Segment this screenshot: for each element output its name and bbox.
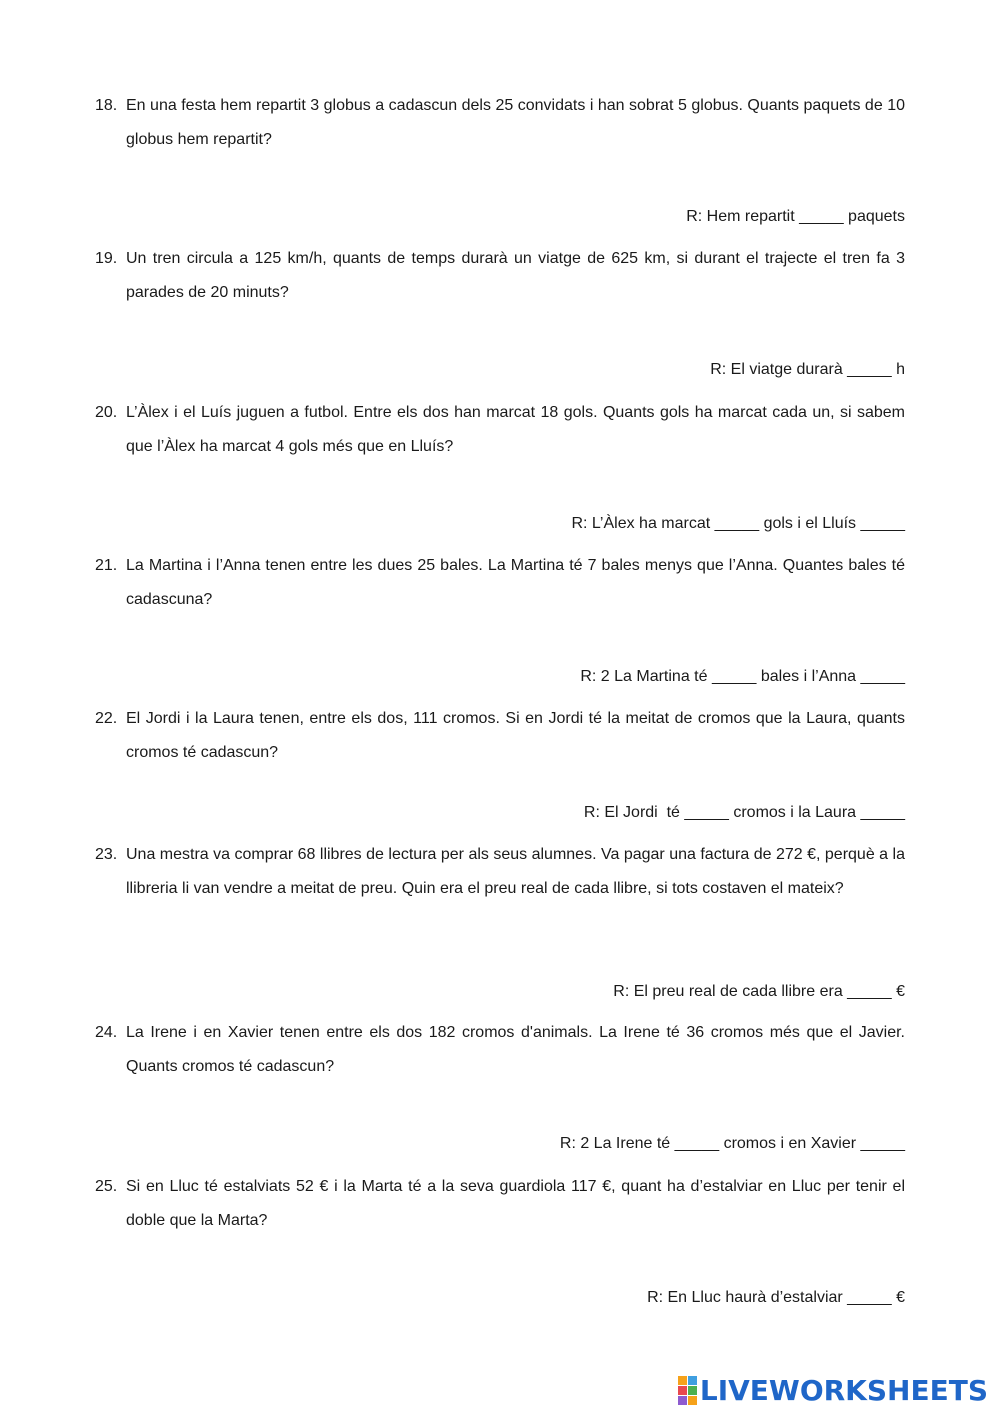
answer-line-18: R: Hem repartit _____ paquets [686, 208, 905, 225]
answer-line-19: R: El viatge durarà _____ h [710, 361, 905, 378]
logo-mark-cell [678, 1386, 687, 1395]
answer-line-23: R: El preu real de cada llibre era _____ € [613, 983, 905, 1000]
problem-number: 23. [95, 846, 118, 863]
problem-text: El Jordi i la Laura tenen, entre els dos, 111 cromos. Si en Jordi té la meitat de cromos que la Laura, quants cromos té cadascun? [126, 710, 905, 761]
liveworksheets-logo [678, 1374, 988, 1406]
answer-line-22: R: El Jordi té _____ cromos i la Laura _____ [583, 804, 905, 821]
problem-19 [95, 242, 905, 310]
problem-text: Si en Lluc té estalviats 52 € i la Marta té a la seva guardiola 117 €, quant ha d’estalviar en Lluc per tenir el doble que la Marta? [126, 1178, 905, 1229]
logo-text: LIVEWORKSHEETS [699, 1373, 988, 1407]
logo-mark-cell [688, 1376, 697, 1385]
logo-mark-cell [688, 1396, 697, 1405]
problem-24 [95, 1016, 905, 1084]
answer-line-24: R: 2 La Irene té _____ cromos i en Xavier _____ [559, 1135, 905, 1152]
problem-text: En una festa hem repartit 3 globus a cadascun dels 25 convidats i han sobrat 5 globus. Quants paquets de 10 globus hem repartit? [126, 97, 905, 148]
problem-22 [95, 702, 905, 770]
answer-line-21: R: 2 La Martina té _____ bales i l’Anna _____ [580, 668, 905, 685]
problem-text: L’Àlex i el Luís juguen a futbol. Entre els dos han marcat 18 gols. Quants gols ha marcat cada un, si sabem que l’Àlex ha marcat 4 gols més que en Lluís? [126, 404, 905, 455]
problem-text: Una mestra va comprar 68 llibres de lectura per als seus alumnes. Va pagar una factura de 272 €, perquè a la llibreria li van vendre a meitat de preu. Quin era el preu real de cada llibre, si tots costaven el mateix? [126, 846, 905, 897]
problem-number: 22. [95, 710, 118, 727]
problem-text: La Irene i en Xavier tenen entre els dos 182 cromos d'animals. La Irene té 36 cromos més que el Javier. Quants cromos té cadascun? [126, 1024, 905, 1075]
logo-mark-cell [688, 1386, 697, 1395]
logo-mark-icon [678, 1376, 697, 1405]
problem-25 [95, 1170, 905, 1238]
problem-number: 21. [95, 557, 118, 574]
problem-number: 24. [95, 1024, 118, 1041]
problem-20 [95, 396, 905, 464]
answer-line-20: R: L’Àlex ha marcat _____ gols i el Lluís _____ [571, 515, 905, 532]
logo-mark-cell [678, 1376, 687, 1385]
problem-text: Un tren circula a 125 km/h, quants de temps durarà un viatge de 625 km, si durant el trajecte el tren fa 3 parades de 20 minuts? [126, 250, 905, 301]
problem-number: 25. [95, 1178, 118, 1195]
problem-number: 18. [95, 97, 118, 114]
problem-23 [95, 838, 905, 906]
logo-mark-cell [678, 1396, 687, 1405]
problem-number: 20. [95, 404, 118, 421]
problem-number: 19. [95, 250, 118, 267]
problem-text: La Martina i l’Anna tenen entre les dues 25 bales. La Martina té 7 bales menys que l’Anna. Quantes bales té cadascuna? [126, 557, 905, 608]
answer-line-25: R: En Lluc haurà d’estalviar _____ € [647, 1289, 905, 1306]
problem-21 [95, 549, 905, 617]
problem-18 [95, 89, 905, 157]
